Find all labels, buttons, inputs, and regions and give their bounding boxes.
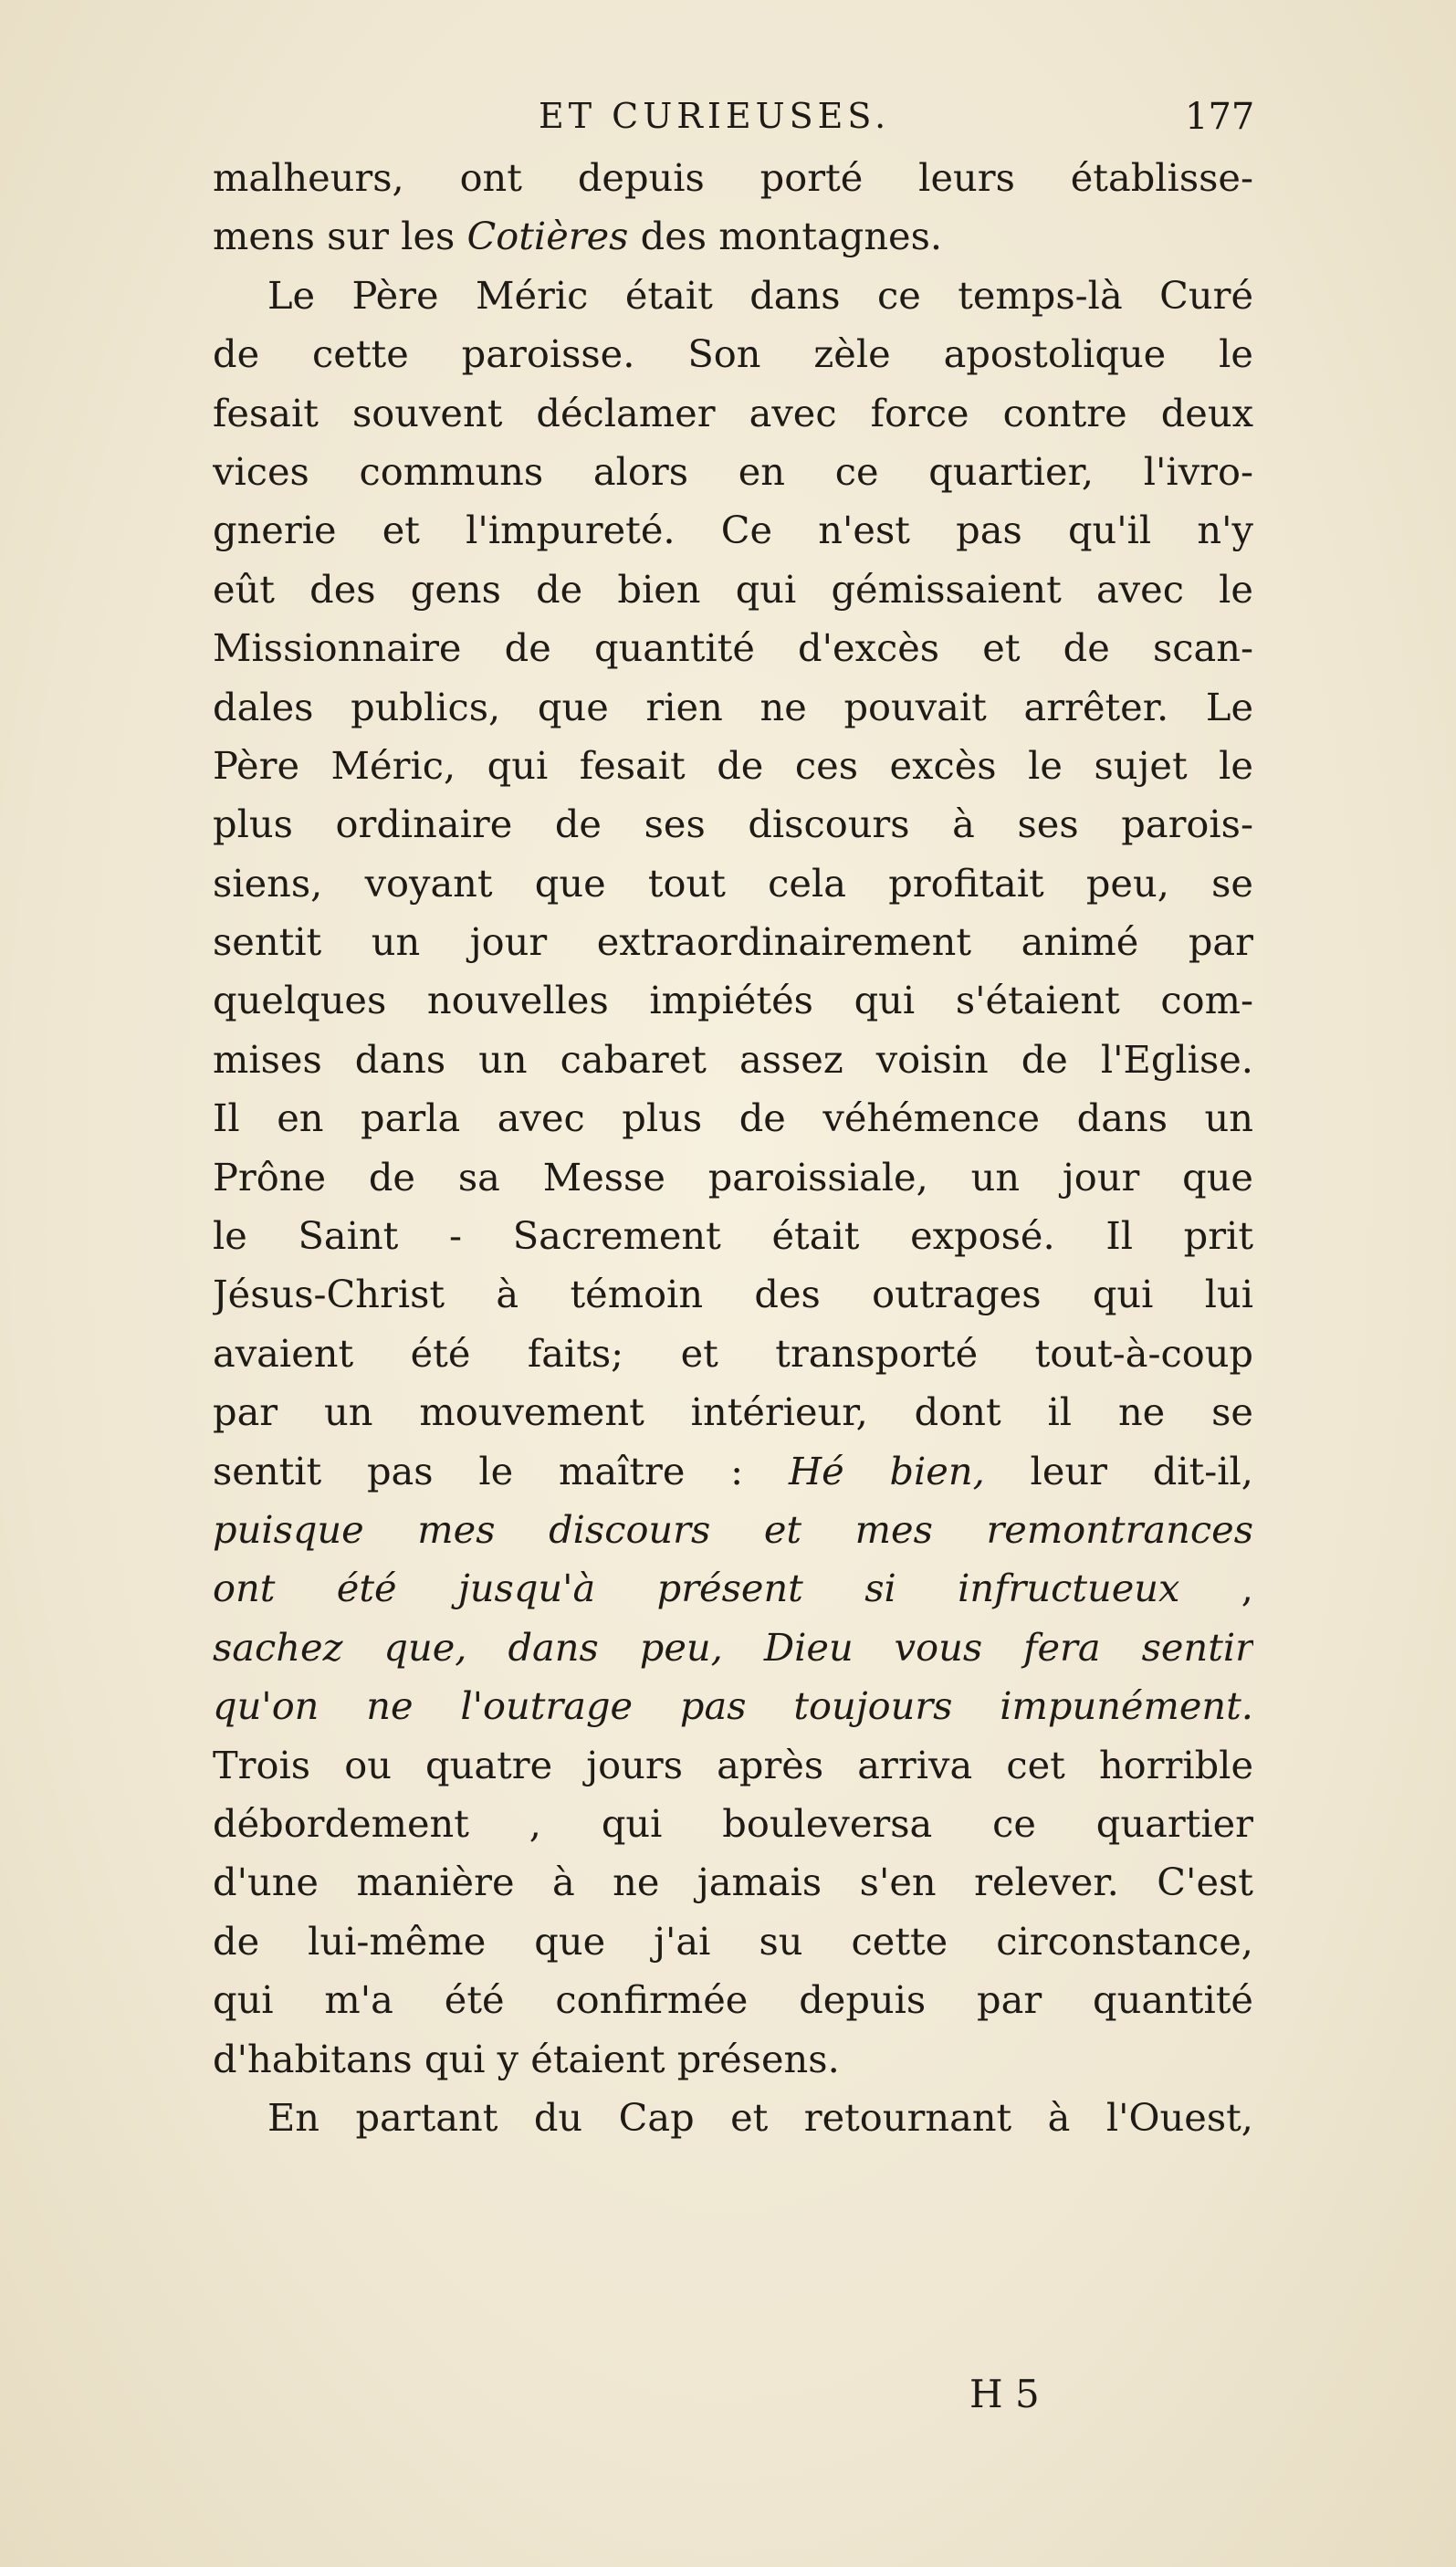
text-line — [213, 1442, 1253, 1501]
text-line — [213, 1795, 1253, 1853]
text-line — [213, 207, 1253, 266]
text-line — [213, 1853, 1253, 1912]
italic-text-segment: Cotières — [466, 214, 629, 259]
text-line — [213, 1559, 1253, 1618]
signature-mark: H 5 — [969, 2372, 1040, 2416]
text-line — [213, 501, 1253, 560]
text-segment: des montagnes. — [628, 214, 943, 259]
italic-text-segment: qu'on ne l'outrage pas toujours impunément. — [213, 1683, 1253, 1729]
text-segment: quelques nouvelles impiétés qui s'étaient com- — [213, 978, 1253, 1023]
text-line — [213, 1207, 1253, 1265]
text-line — [213, 2030, 1253, 2089]
text-line — [213, 1089, 1253, 1147]
text-line — [213, 443, 1253, 501]
body-text — [213, 149, 1253, 2147]
text-line — [213, 2089, 1253, 2147]
text-line — [213, 1265, 1253, 1324]
text-line — [213, 1912, 1253, 1971]
text-segment: Trois ou quatre jours après arriva cet horrible — [213, 1742, 1253, 1787]
text-line — [213, 1325, 1253, 1383]
page-header — [0, 96, 1456, 151]
text-segment: fesait souvent déclamer avec force contre deux — [213, 390, 1253, 435]
text-segment: malheurs, ont depuis porté leurs établisse- — [213, 155, 1253, 200]
text-line — [213, 1501, 1253, 1559]
italic-text-segment: puisque mes discours et mes remontrances — [213, 1506, 1253, 1552]
text-line — [213, 1619, 1253, 1677]
text-segment: Le Père Méric était dans ce temps-là Curé — [267, 272, 1253, 318]
text-segment: dales publics, que rien ne pouvait arrêter. Le — [213, 684, 1253, 729]
text-segment: le Saint - Sacrement était exposé. Il prit — [213, 1213, 1253, 1259]
italic-text-segment: Hé bien, — [788, 1448, 985, 1493]
text-line — [213, 854, 1253, 913]
text-line — [213, 1031, 1253, 1089]
running-title: ET CURIEUSES. — [539, 96, 891, 136]
text-segment: Jésus-Christ à témoin des outrages qui lui — [213, 1272, 1253, 1317]
text-segment: , — [1179, 1566, 1253, 1611]
text-segment: sentit pas le maître : — [213, 1448, 789, 1493]
text-line — [213, 1383, 1253, 1441]
text-segment: En partant du Cap et retournant à l'Ouest, — [267, 2094, 1253, 2140]
text-segment: plus ordinaire de ses discours à ses parois- — [213, 802, 1253, 847]
text-segment: mens sur les — [213, 214, 467, 259]
text-segment: Prône de sa Messe paroissiale, un jour que — [213, 1154, 1253, 1200]
text-segment: siens, voyant que tout cela profitait peu, se — [213, 860, 1253, 906]
text-segment: de lui-même que j'ai su cette circonstance, — [213, 1918, 1253, 1964]
text-segment: mises dans un cabaret assez voisin de l'Eglise. — [213, 1036, 1253, 1082]
text-line — [213, 1971, 1253, 2029]
text-line — [213, 678, 1253, 737]
text-line — [213, 1736, 1253, 1795]
text-segment: avaient été faits; et transporté tout-à-coup — [213, 1330, 1253, 1376]
text-segment: Il en parla avec plus de véhémence dans un — [213, 1095, 1253, 1141]
text-line — [213, 1677, 1253, 1735]
text-line — [213, 971, 1253, 1030]
text-segment: débordement , qui bouleversa ce quartier — [213, 1800, 1253, 1846]
page-number: 177 — [1185, 96, 1255, 138]
text-segment: vices communs alors en ce quartier, l'ivro- — [213, 448, 1253, 494]
text-segment: Père Méric, qui fesait de ces excès le sujet le — [213, 742, 1253, 788]
text-segment: de cette paroisse. Son zèle apostolique le — [213, 331, 1253, 377]
text-segment: leur dit-il, — [984, 1448, 1253, 1493]
text-segment: sentit un jour extraordinairement animé par — [213, 919, 1253, 965]
text-segment: eût des gens de bien qui gémissaient avec le — [213, 566, 1253, 612]
text-line — [213, 267, 1253, 325]
text-line — [213, 325, 1253, 383]
text-segment: gnerie et l'impureté. Ce n'est pas qu'il n'y — [213, 508, 1253, 553]
text-line — [213, 561, 1253, 619]
text-line — [213, 384, 1253, 443]
text-line — [213, 795, 1253, 854]
italic-text-segment: ont été jusqu'à présent si infructueux — [213, 1566, 1180, 1611]
text-line — [213, 913, 1253, 971]
text-line — [213, 149, 1253, 207]
text-segment: qui m'a été confirmée depuis par quantité — [213, 1977, 1253, 2023]
text-segment: d'une manière à ne jamais s'en relever. C'est — [213, 1860, 1253, 1905]
text-segment: par un mouvement intérieur, dont il ne se — [213, 1389, 1253, 1435]
text-line — [213, 737, 1253, 795]
text-segment: d'habitans qui y étaient présens. — [213, 2036, 840, 2081]
italic-text-segment: sachez que, dans peu, Dieu vous fera sentir — [213, 1624, 1253, 1670]
text-line — [213, 1148, 1253, 1207]
text-segment: Missionnaire de quantité d'excès et de scan- — [213, 625, 1253, 671]
text-line — [213, 619, 1253, 677]
